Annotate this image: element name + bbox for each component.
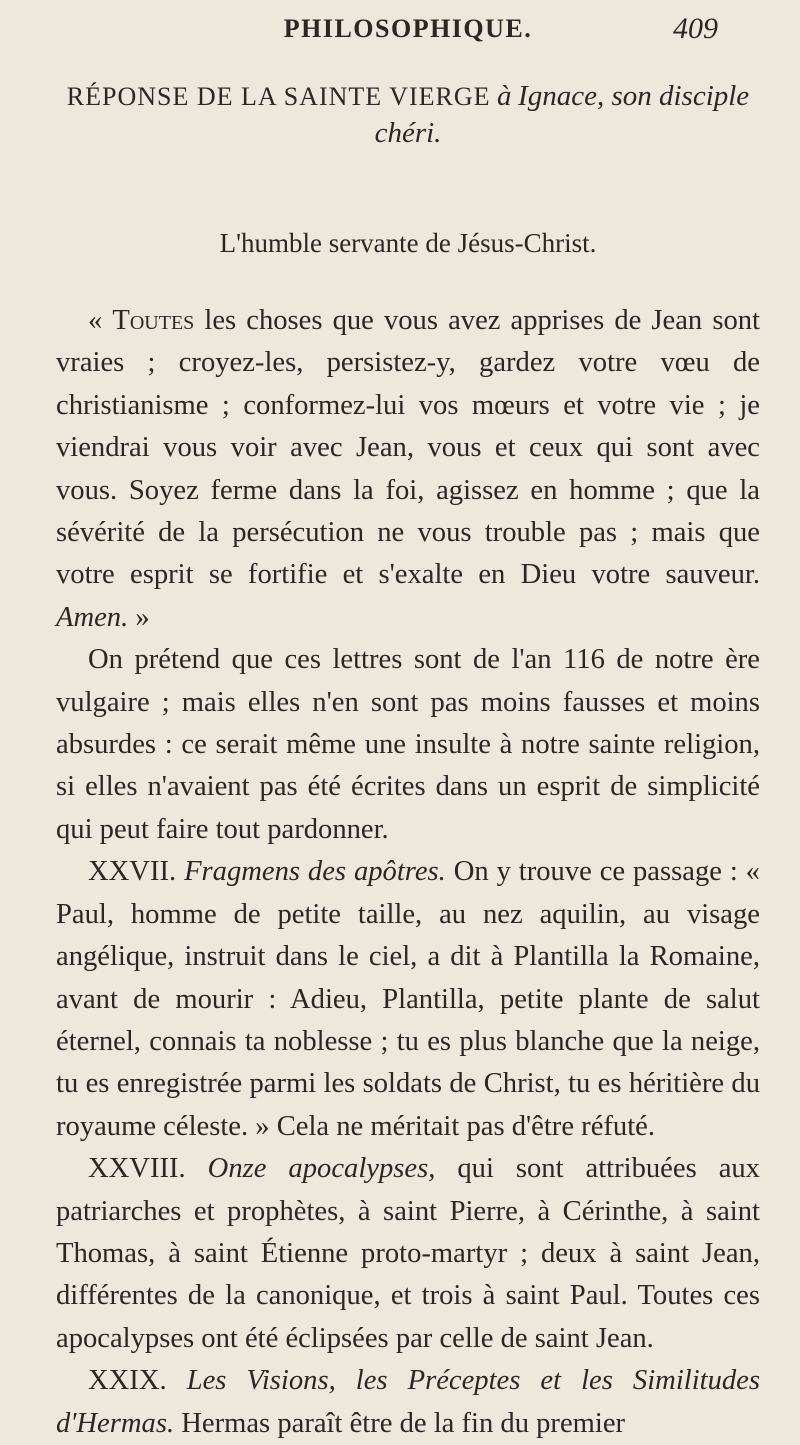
section-title-xxix: Les Visions, les Préceptes et les Similitudes d'Hermas. bbox=[56, 1365, 761, 1439]
letter-quote bbox=[56, 300, 760, 639]
quote-close: » bbox=[128, 601, 150, 633]
section-title-xxviii: Onze apocalypses, bbox=[207, 1153, 436, 1185]
section-number-xxviii: XXVIII. bbox=[88, 1153, 186, 1185]
paragraph-commentary: On prétend que ces lettres sont de l'an 116 de notre ère vulgaire ; mais elles n'en sont pas moins fausses et moins absurdes : ce serait même une insulte à notre sainte religion, si elles n'avaient pas été écrites dans un esprit de simplicité qui peut faire tout pardonner. bbox=[56, 644, 760, 845]
running-title: PHILOSOPHIQUE. bbox=[283, 14, 533, 43]
letter-heading-name: Ignace, son disciple bbox=[518, 80, 750, 112]
quote-body: les choses que vous avez apprises de Jean sont vraies ; croyez-les, persistez-y, gardez votre vœu de christianisme ; conformez-lui vos mœurs et votre vie ; je viendrai vous voir avec Jean, vous et ceux qui sont avec vous. Soyez ferme dans la foi, agissez en homme ; que la sévérité de la persécution ne vous trouble pas ; mais que votre esprit se fortifie et s'exalte en Dieu votre sauveur. bbox=[56, 305, 760, 591]
body-text bbox=[56, 300, 760, 1445]
paragraph-xxix bbox=[56, 1360, 760, 1445]
section-text-xxix: Hermas paraît être de la fin du premier bbox=[174, 1407, 626, 1439]
quote-amen: Amen. bbox=[56, 601, 129, 633]
section-number-xxix: XXIX. bbox=[88, 1365, 167, 1397]
paragraph-xxvii bbox=[56, 851, 760, 1148]
letter-heading-caps: RÉPONSE DE LA SAINTE VIERGE bbox=[66, 82, 491, 111]
section-number-xxvii: XXVII. bbox=[88, 856, 177, 888]
section-title-xxvii: Fragmens des apôtres. bbox=[184, 856, 446, 888]
letter-heading-line1 bbox=[56, 78, 760, 115]
quote-first-word: Toutes bbox=[112, 305, 195, 336]
quote-open: « bbox=[88, 305, 113, 336]
letter-heading-a: à bbox=[497, 80, 512, 112]
section-text-xxviii: qui sont attribuées aux patriarches et prophètes, à saint Pierre, à Cérinthe, à saint Thomas, à saint Étienne proto-martyr ; deux à saint Jean, différentes de la canonique, et trois à saint Paul. Toutes ces apocalypses ont été éclipsées par celle de saint Jean. bbox=[56, 1153, 760, 1354]
paragraph-xxviii bbox=[56, 1148, 760, 1360]
letter-heading-line2: chéri. bbox=[374, 117, 442, 149]
page-number: 409 bbox=[673, 12, 718, 45]
letter-heading bbox=[56, 78, 760, 151]
section-text-xxvii: On y trouve ce passage : « Paul, homme de petite taille, au nez aquilin, au visage angélique, instruit dans le ciel, a dit à Plantilla la Romaine, avant de mourir : Adieu, Plantilla, petite plante de salut éternel, connais ta noblesse ; tu es plus blanche que la neige, tu es enregistrée parmi les soldats de Christ, tu es héritière du royaume céleste. » Cela ne méritait pas d'être réfuté. bbox=[56, 856, 760, 1142]
running-head bbox=[56, 8, 760, 52]
letter-signature: L'humble servante de Jésus-Christ. bbox=[219, 228, 597, 258]
